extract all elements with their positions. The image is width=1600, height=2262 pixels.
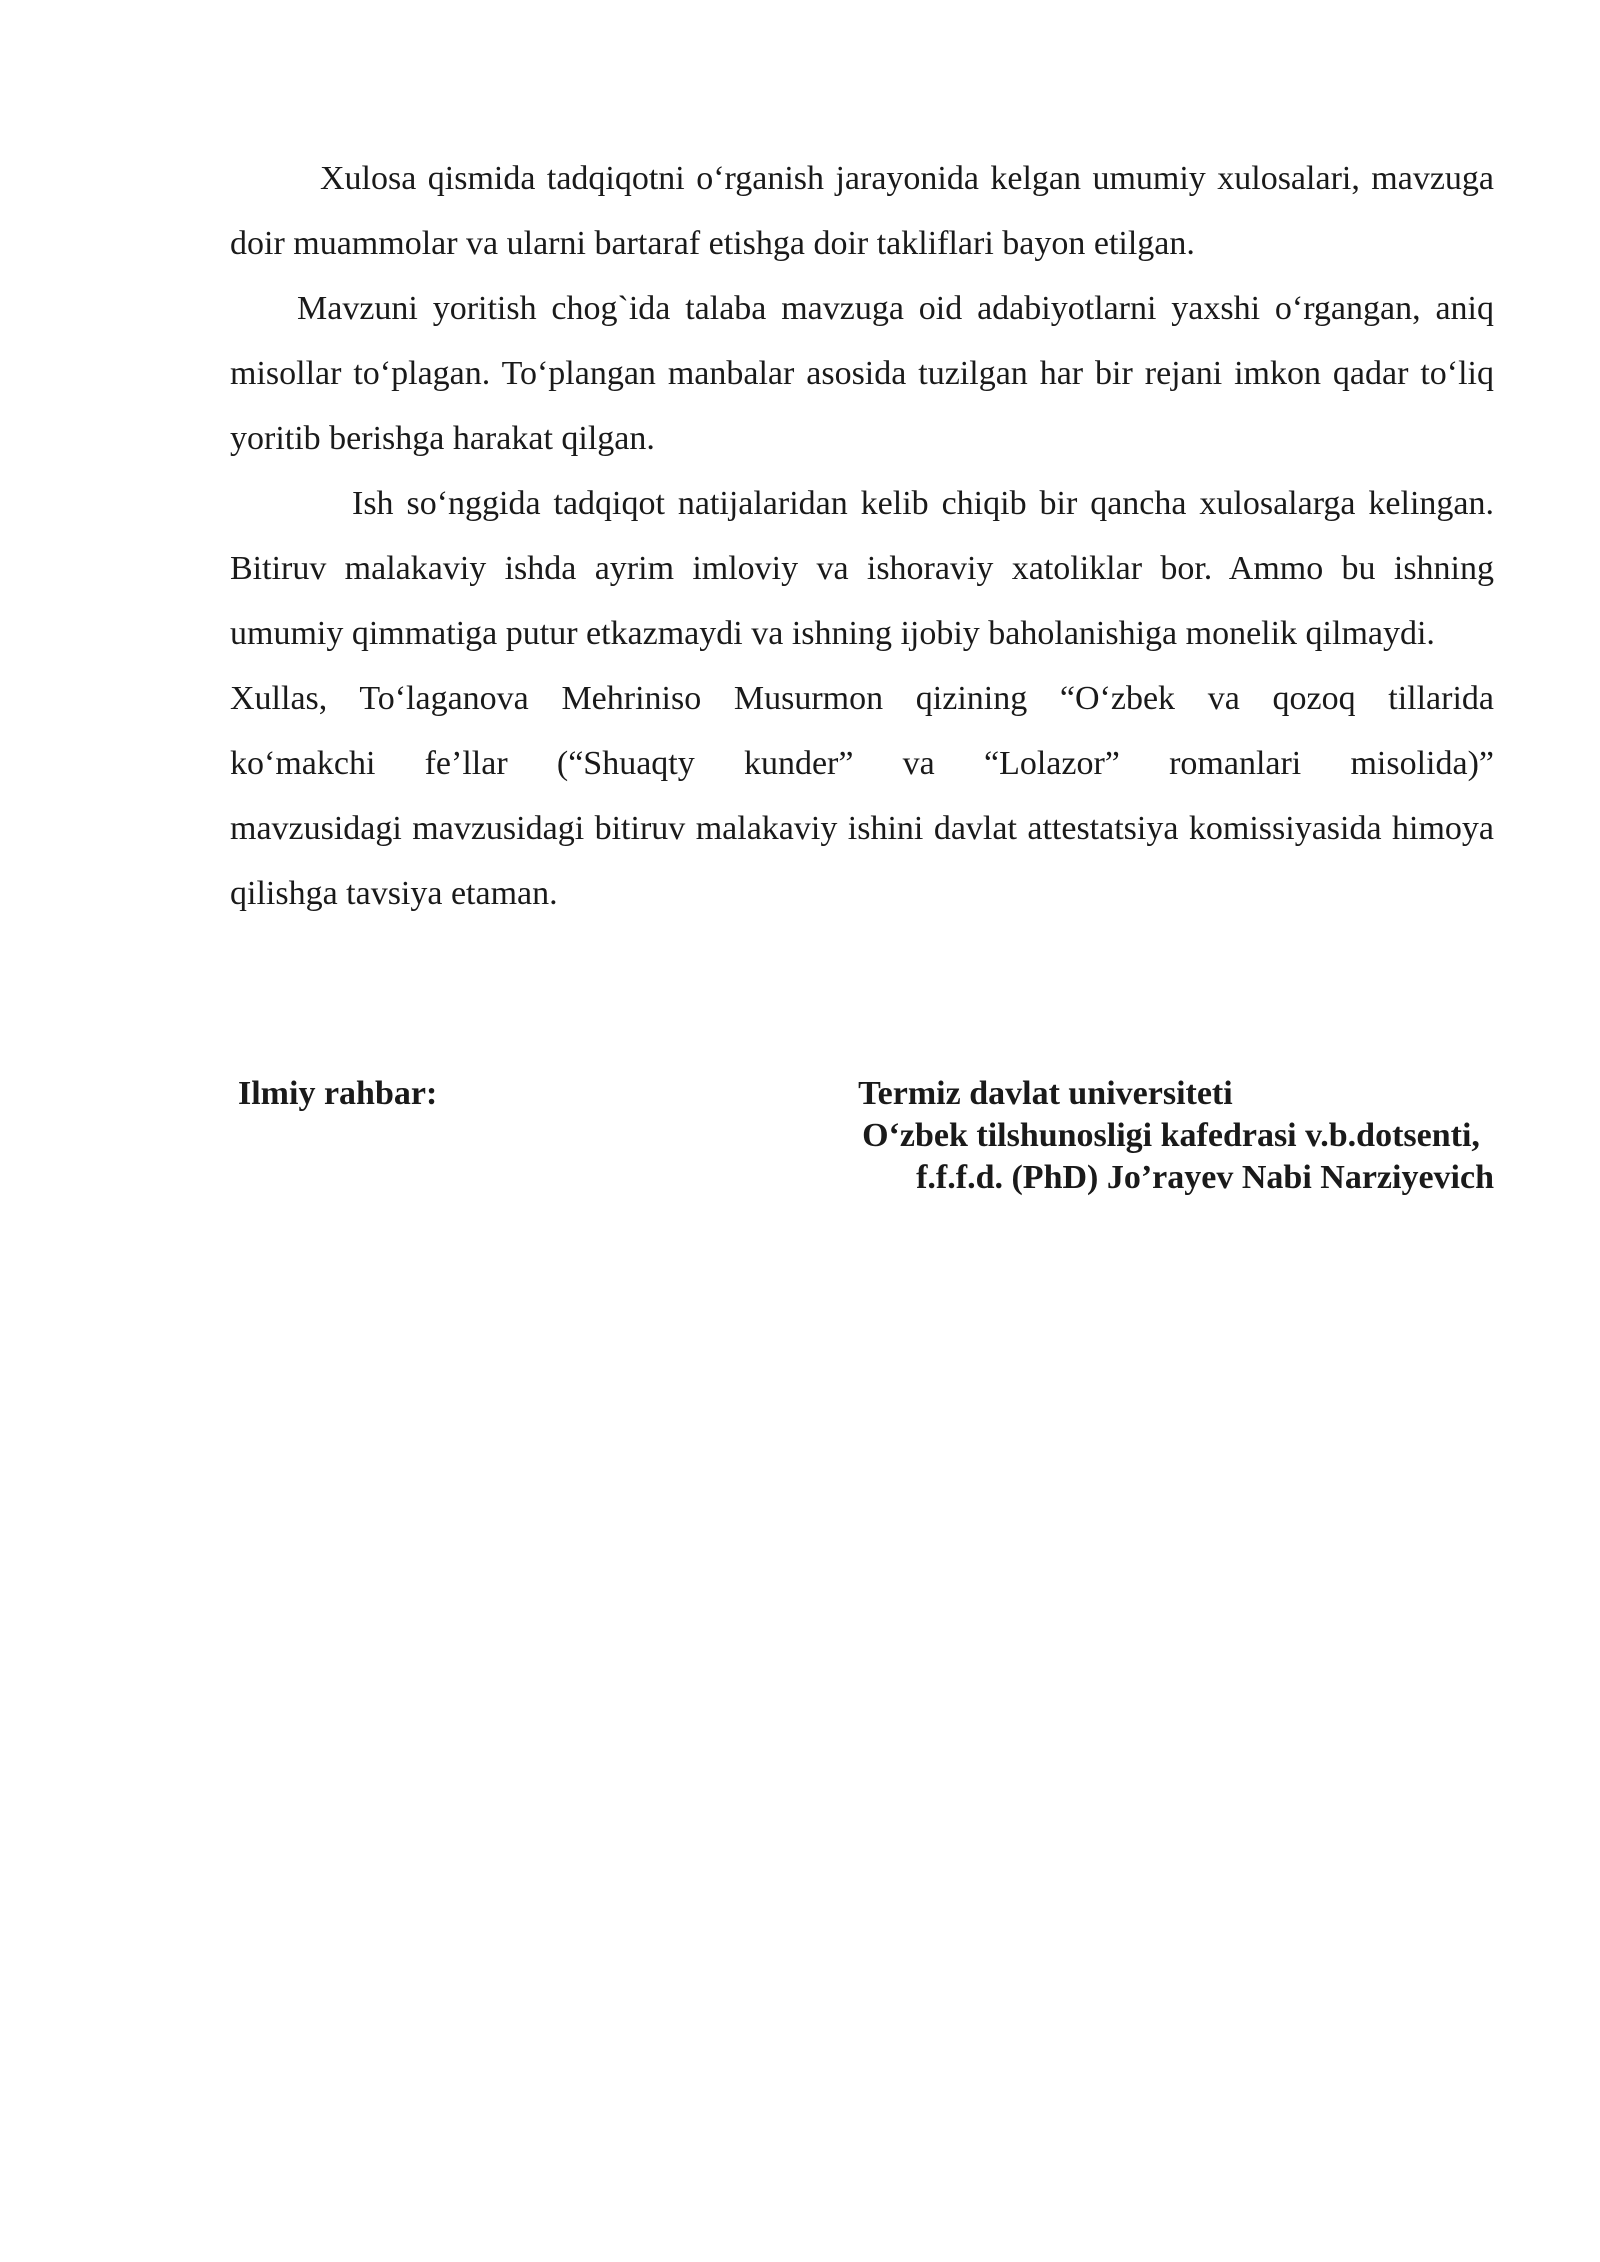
recommendation-line-2: ko‘makchi fe’llar (“Shuaqty kunder” va “Lolazor” romanlari misolida)” — [230, 745, 1494, 782]
paragraph-recommendation — [230, 666, 1494, 926]
paragraph-conclusion-summary: Xulosa qismida tadqiqotni o‘rganish jarayonida kelgan umumiy xulosalari, mavzuga doir muammolar va ularni bartaraf etishga doir takliflari bayon etilgan. — [230, 160, 1494, 262]
supervisor-details — [858, 1073, 1494, 1199]
recommendation-rest: mavzusidagi mavzusidagi bitiruv malakaviy ishini davlat attestatsiya komissiyasida himoya qilishga tavsiya etaman. — [230, 810, 1494, 912]
supervisor-label: Ilmiy rahbar: — [238, 1075, 438, 1112]
document-body — [230, 146, 1494, 926]
supervisor-university: Termiz davlat universiteti — [858, 1075, 1233, 1112]
paragraph-topic-coverage: Mavzuni yoritish chog`ida talaba mavzuga oid adabiyotlarni yaxshi o‘rgangan, aniq misollar to‘plagan. To‘plangan manbalar asosida tuzilgan har bir rejani imkon qadar to‘liq yoritib berishga harakat qilgan. — [230, 290, 1494, 457]
recommendation-line-1: Xullas, To‘laganova Mehriniso Musurmon qizining “O‘zbek va qozoq tillarida — [230, 680, 1494, 717]
supervisor-department: O‘zbek tilshunosligi kafedrasi v.b.dotsenti, — [862, 1117, 1480, 1154]
supervisor-name: f.f.f.d. (PhD) Jo’rayev Nabi Narziyevich — [916, 1159, 1494, 1196]
paragraph-results-and-errors: Ish so‘nggida tadqiqot natijalaridan kelib chiqib bir qancha xulosalarga kelingan. Bitiruv malakaviy ishda ayrim imloviy va ishoraviy xatoliklar bor. Ammo bu ishning umumiy qimmatiga putur etkazmaydi va ishning ijobiy baholanishiga monelik qilmaydi. — [230, 485, 1494, 652]
